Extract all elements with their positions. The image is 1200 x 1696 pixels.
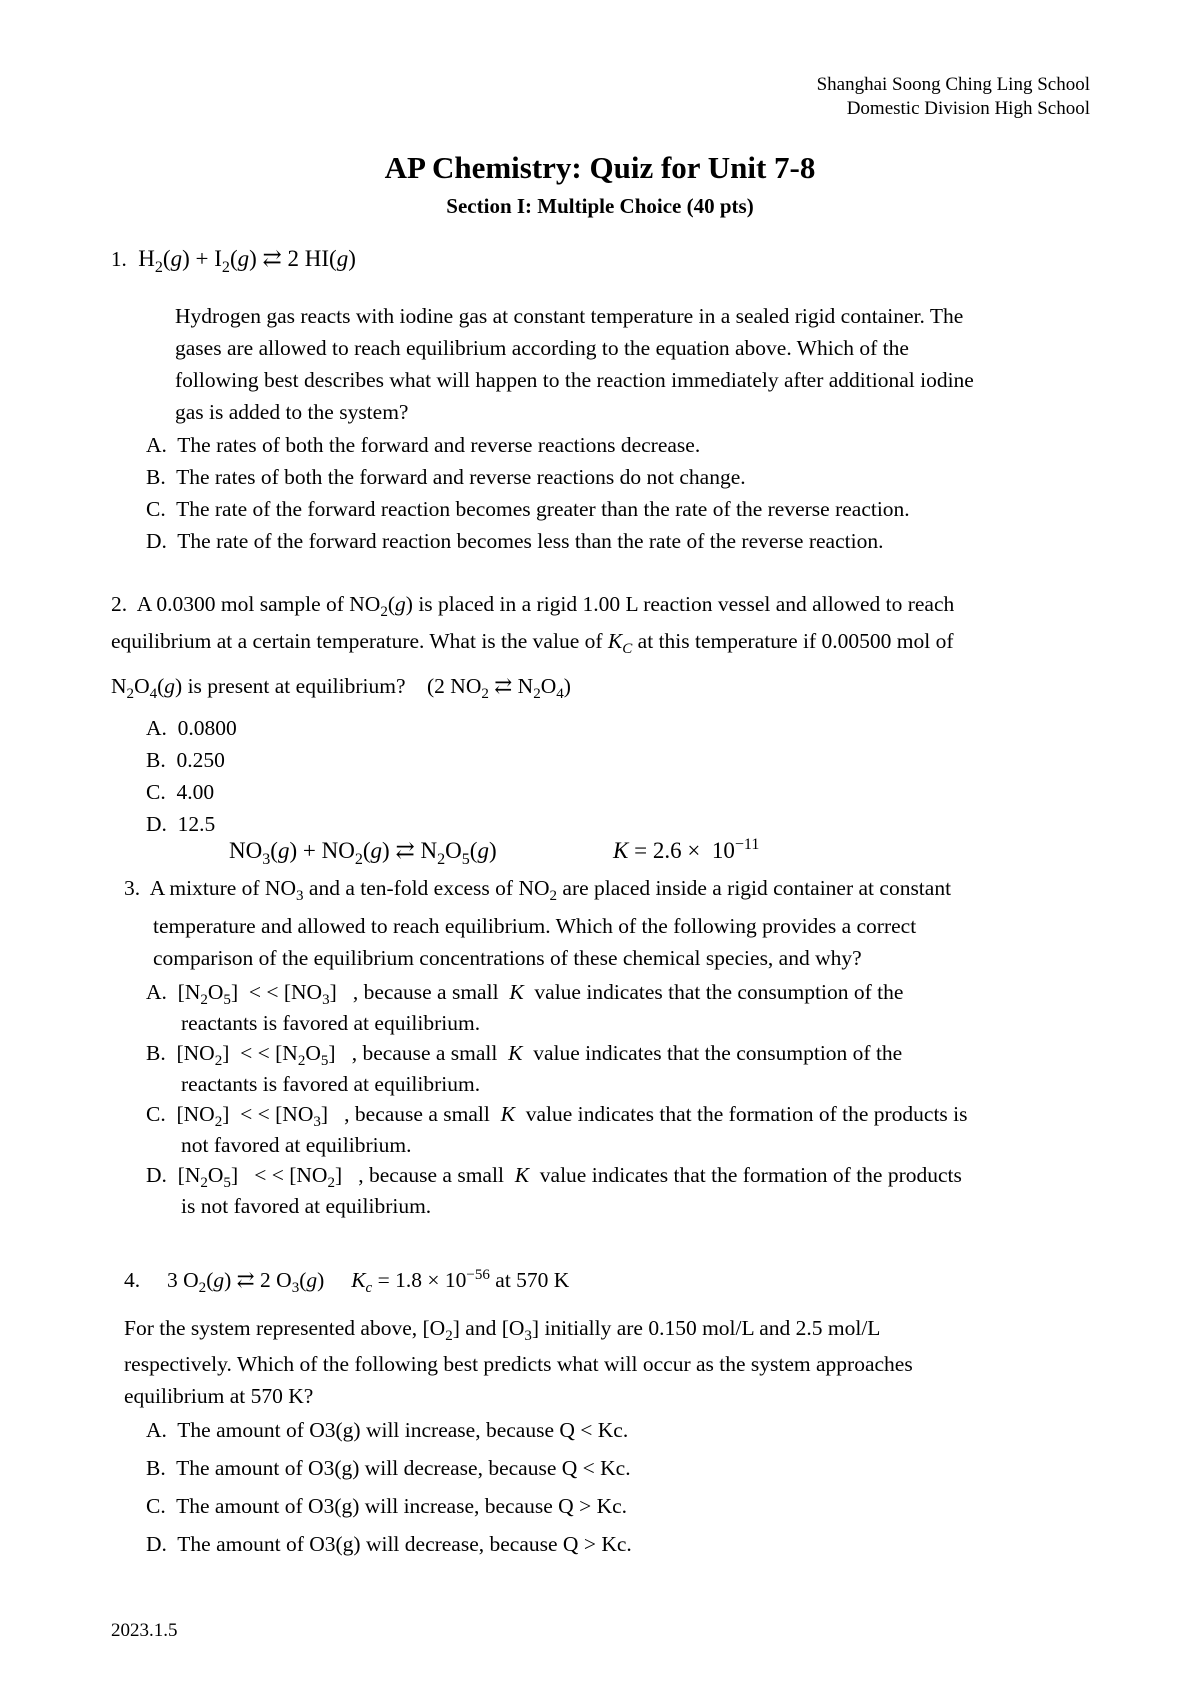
k-exp-base: 10 (711, 838, 735, 863)
q4-stem-line-1: For the system represented above, $[O_2]$ and $[O_3]$ initially are 0.150 mol/L and 2.5 mol/L (124, 1316, 881, 1345)
option-text: The rates of both the forward and reverse reactions do not change. (176, 465, 746, 489)
q3-option-d[interactable]: D. $[N_2O_5]$ < < $[NO_2]$ , because a small K value indicates that the formation of the products (146, 1163, 962, 1192)
q3-option-c-line-2: not favored at equilibrium. (181, 1133, 412, 1157)
option-text: , because a small (351, 1041, 498, 1065)
q4-option-a[interactable] (146, 1418, 628, 1443)
q1-number: 1. (111, 247, 127, 271)
q3-number: 3. (124, 876, 141, 900)
q2-stem-line-1: 2. A 0.0300 mol sample of $NO_2(g)$ is placed in a rigid 1.00 L reaction vessel and allowed to reach (111, 592, 955, 621)
option-letter: A. (146, 1418, 167, 1442)
q3-equilibrium-constant: $K = 2.6 \times 10^{-11}$ (613, 836, 760, 863)
q3-option-d-line-2: is not favored at equilibrium. (181, 1194, 432, 1218)
option-text: value indicates that the consumption of the (534, 980, 904, 1004)
option-text: 0.250 (176, 748, 225, 772)
option-text: The rate of the forward reaction becomes greater than the rate of the reverse reaction. (176, 497, 910, 521)
option-letter: A. (146, 716, 167, 740)
q2-option-d[interactable] (146, 812, 215, 837)
q3-option-a-line-2: reactants is favored at equilibrium. (181, 1011, 481, 1035)
q1-equation: 1. $H_2(g) + I_2(g)$ ⇄ 2 HI(g) (111, 246, 356, 276)
option-letter: C. (146, 1102, 166, 1126)
option-text: The amount of O3(g) will increase, because Q > Kc. (176, 1494, 628, 1518)
footer-date: 2023.1.5 (111, 1620, 178, 1641)
k-value: 2.6 × (652, 838, 701, 863)
kc-power: −56 (466, 1266, 490, 1283)
q2-option-a[interactable] (146, 716, 237, 741)
q4-number: 4. (124, 1268, 141, 1292)
q1-option-b[interactable] (146, 465, 746, 490)
k-exp-power: −11 (734, 836, 760, 854)
option-text: , because a small (344, 1102, 490, 1126)
q3-equation: $NO_3(g) + NO_2(g)$ ⇄ $N_2O_5(g)$ (229, 838, 497, 868)
option-text: 12.5 (177, 812, 216, 836)
option-text: value indicates that the formation of the products is (525, 1102, 968, 1126)
option-text: The amount of O3(g) will decrease, because Q < Kc. (176, 1456, 631, 1480)
option-text: The amount of O3(g) will decrease, because Q > Kc. (177, 1532, 632, 1556)
kc-temp: at 570 K (495, 1268, 570, 1292)
option-letter: D. (146, 1532, 167, 1556)
option-text: value indicates that the consumption of the (533, 1041, 903, 1065)
q1-option-a[interactable] (146, 433, 700, 458)
q2-stem-line-3: $N_2O_4(g)$ is present at equilibrium? (2 $NO_2$ ⇄ $N_2O_4$) (111, 674, 571, 703)
option-text: value indicates that the formation of the products (539, 1163, 962, 1187)
stem-text: ] and [O (452, 1316, 525, 1340)
option-text: 4.00 (176, 780, 215, 804)
option-letter: D. (146, 1163, 167, 1187)
q3-option-b[interactable]: B. $[NO_2]$ < < $[N_2O_5]$ , because a small K value indicates that the consumption of the (146, 1041, 903, 1070)
kc-value: = 1.8 × 10 (377, 1268, 467, 1292)
stem-text: ] initially are 0.150 mol/L and 2.5 mol/L (531, 1316, 881, 1340)
q2-option-b[interactable] (146, 748, 225, 773)
option-letter: B. (146, 1041, 166, 1065)
option-letter: A. (146, 433, 167, 457)
option-letter: D. (146, 812, 167, 836)
q4-equation: 4. 3 $O_2(g)$ ⇄ 2 $O_3(g)$ $K_c = 1.8 \times 10^{-56}$ at 570 K (124, 1266, 570, 1297)
option-text: The amount of O3(g) will increase, because Q < Kc. (177, 1418, 629, 1442)
q3-option-b-line-2: reactants is favored at equilibrium. (181, 1072, 481, 1096)
page-title: AP Chemistry: Quiz for Unit 7-8 (384, 150, 816, 185)
q3-option-c[interactable]: C. $[NO_2]$ < < $[NO_3]$ , because a small K value indicates that the formation of the products is (146, 1102, 968, 1131)
option-letter: B. (146, 748, 166, 772)
school-name: Shanghai Soong Ching Ling School (816, 74, 1090, 95)
q1-stem-line-2: gases are allowed to reach equilibrium according to the equation above. Which of the (175, 336, 909, 360)
option-letter: B. (146, 465, 166, 489)
option-letter: C. (146, 780, 166, 804)
q1-option-d[interactable] (146, 529, 883, 554)
q2-stem-line-2: equilibrium at a certain temperature. What is the value of $K_C$ at this temperature if 0.00500 mol of (111, 629, 954, 658)
option-letter: B. (146, 1456, 166, 1480)
q3-option-a[interactable]: A. $[N_2O_5]$ < < $[NO_3]$ , because a small K value indicates that the consumption of the (146, 980, 904, 1009)
q3-stem-line-3: comparison of the equilibrium concentrations of these chemical species, and why? (153, 946, 862, 970)
q4-stem-line-2: respectively. Which of the following best predicts what will occur as the system approaches (124, 1352, 913, 1376)
option-text: , because a small (352, 980, 499, 1004)
option-letter: C. (146, 1494, 166, 1518)
q3-stem-line-2: temperature and allowed to reach equilibrium. Which of the following provides a correct (153, 914, 917, 938)
stem-text: For the system represented above, [O (124, 1316, 446, 1340)
option-letter: D. (146, 529, 167, 553)
q4-option-b[interactable] (146, 1456, 631, 1481)
option-letter: C. (146, 497, 166, 521)
option-text: The rates of both the forward and reverse reactions decrease. (177, 433, 701, 457)
q1-stem-line-1: Hydrogen gas reacts with iodine gas at constant temperature in a sealed rigid container. The (175, 304, 964, 328)
q4-option-c[interactable] (146, 1494, 627, 1519)
section-heading: Section I: Multiple Choice (40 pts) (446, 194, 754, 218)
q2-option-c[interactable] (146, 780, 214, 805)
option-letter: A. (146, 980, 167, 1004)
q3-stem-line-1: 3. A mixture of $NO_3$ and a ten-fold excess of $NO_2$ are placed inside a rigid container at constant (124, 876, 952, 905)
option-text: 0.0800 (177, 716, 237, 740)
q1-stem-line-4: gas is added to the system? (175, 400, 409, 424)
option-text: The rate of the forward reaction becomes less than the rate of the reverse reaction. (177, 529, 884, 553)
q2-number: 2. (111, 592, 128, 616)
q4-stem-line-3: equilibrium at 570 K? (124, 1384, 314, 1408)
division-name: Domestic Division High School (846, 98, 1090, 119)
q1-stem-line-3: following best describes what will happen to the reaction immediately after additional iodine (175, 368, 974, 392)
option-text: , because a small (358, 1163, 504, 1187)
q4-option-d[interactable] (146, 1532, 632, 1557)
q1-option-c[interactable] (146, 497, 910, 522)
